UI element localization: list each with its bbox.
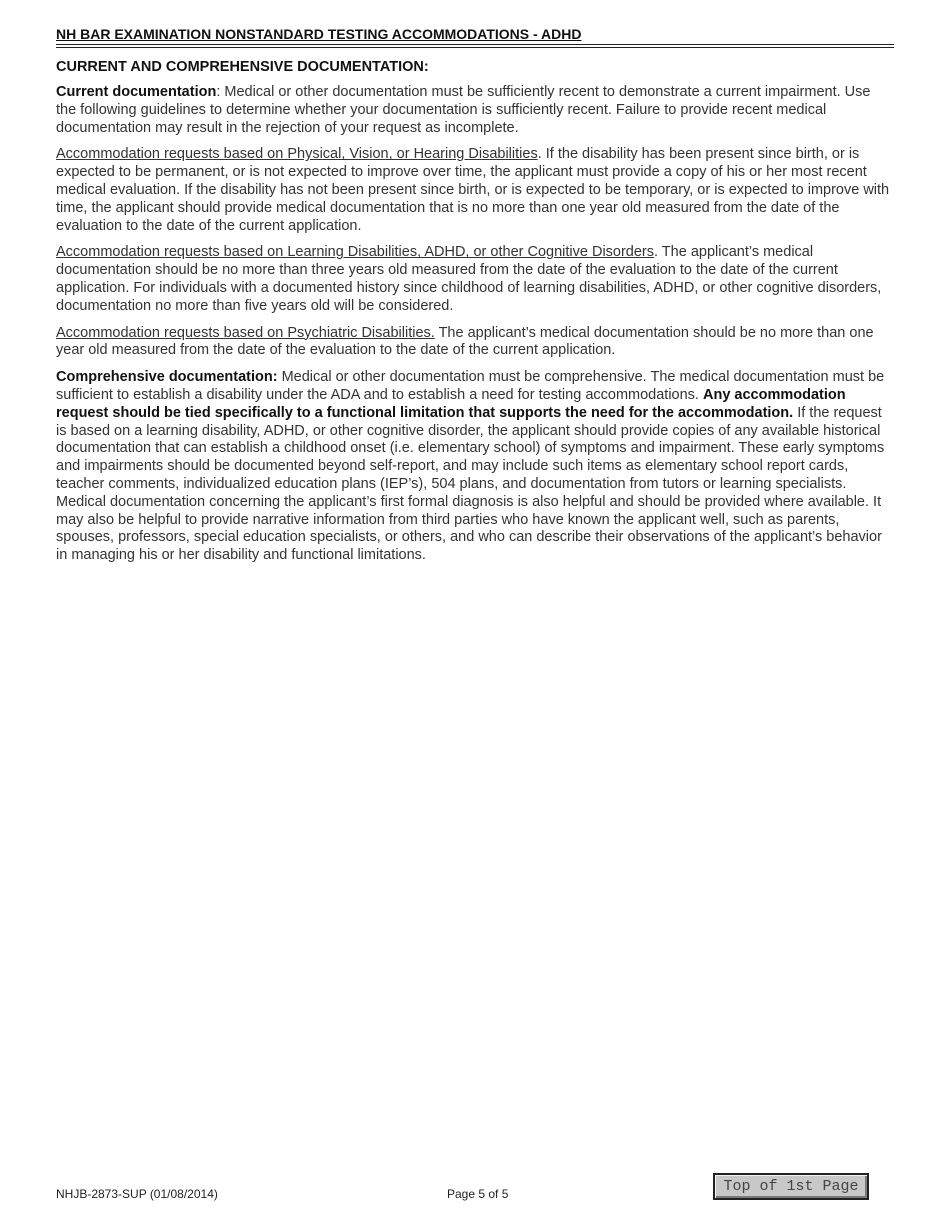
psychiatric-disabilities-body: The applicant’s medical documentation should be no more than one year old measured from the date of the evaluation to the date of the current application. (56, 324, 874, 359)
psychiatric-disabilities-lead: Accommodation requests based on Psychiatric Disabilities. (56, 324, 435, 341)
top-of-first-page-button[interactable]: Top of 1st Page (713, 1173, 869, 1200)
document-page (56, 26, 894, 565)
learning-disabilities-lead: Accommodation requests based on Learning Disabilities, ADHD, or other Cognitive Disorders (56, 244, 655, 261)
paragraph-learning-disabilities (56, 244, 894, 315)
paragraph-physical-disabilities (56, 146, 894, 235)
paragraph-comprehensive-documentation (56, 369, 894, 565)
comprehensive-documentation-body-2: If the request is based on a learning disability, ADHD, or other cognitive disorder, the applicant should provide copies of any available historical documentation that can establish a childhood onset (i.e. elementary school) of symptoms and impairment. These early symptoms and impairments should be documented beyond self-report, and may include such items as elementary school report cards, teacher comments, individualized education plans (IEP’s), 504 plans, and documentation from tutors or learning specialists. Medical documentation concerning the applicant’s first formal diagnosis is also helpful and should be provided where available. It may also be helpful to provide narrative information from third parties who have known the applicant well, such as parents, spouses, professors, special education specialists, or others, and who can describe their observations of the applicant’s behavior in managing his or her disability and functional limitations. (56, 404, 885, 564)
document-header: NH BAR EXAMINATION NONSTANDARD TESTING ACCOMMODATIONS - ADHD (56, 26, 894, 45)
paragraph-current-documentation (56, 84, 894, 137)
physical-disabilities-body: . If the disability has been present since birth, or is expected to be permanent, or is not expected to improve over time, the applicant must provide a copy of his or her most recent medical evaluation. If the disability has not been present since birth, or is expected to be temporary, or is expected to improve with time, the applicant should provide medical documentation that is no more than one year old measured from the date of the evaluation to the date of the current application. (56, 146, 890, 234)
footer-form-id: NHJB-2873-SUP (01/08/2014) (56, 1187, 218, 1201)
footer-page-number: Page 5 of 5 (447, 1187, 509, 1201)
physical-disabilities-lead: Accommodation requests based on Physical, Vision, or Hearing Disabilities (56, 146, 538, 163)
paragraph-psychiatric-disabilities (56, 325, 894, 361)
current-documentation-lead: Current documentation (56, 84, 217, 100)
section-title: CURRENT AND COMPREHENSIVE DOCUMENTATION: (56, 59, 429, 75)
comprehensive-documentation-bold: Any accommodation request should be tied specifically to a functional limitation that supports the need for the accommodation. (56, 386, 846, 421)
comprehensive-documentation-body-1: Medical or other documentation must be comprehensive. The medical documentation must be sufficient to establish a disability under the ADA and to establish a need for testing accommodations. (56, 369, 885, 403)
learning-disabilities-body: . The applicant’s medical documentation should be no more than three years old measured from the date of the evaluation to the date of the current application. For individuals with a documented history since childhood of learning disabilities, ADHD, or other cognitive disorders, documentation no more than five years old will be considered. (56, 244, 882, 314)
current-documentation-body: : Medical or other documentation must be sufficiently recent to demonstrate a current impairment. Use the following guidelines to determine whether your documentation is sufficiently recent. Failure to provide recent medical documentation may result in the rejection of your request as incomplete. (56, 84, 871, 136)
comprehensive-documentation-lead: Comprehensive documentation: (56, 369, 278, 386)
